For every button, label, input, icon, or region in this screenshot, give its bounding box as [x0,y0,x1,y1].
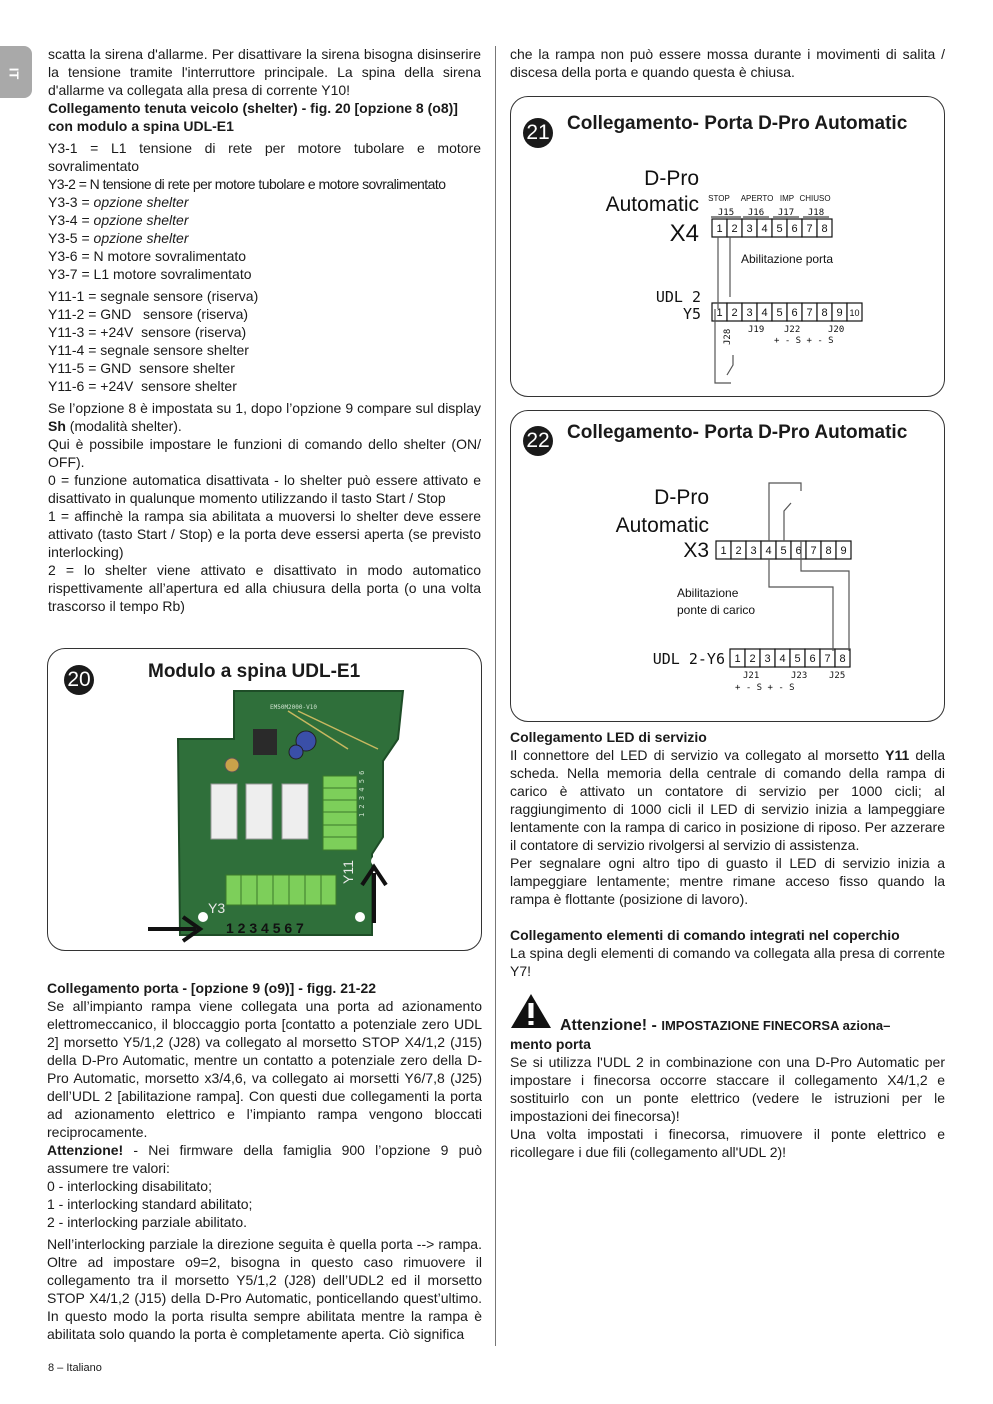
terminal-line: Y11-5 = GND sensore shelter [48,360,235,376]
paragraph: Se l’opzione 8 è impostata su 1, dopo l’opzione 9 compare sul display Sh (modalità shelter). [48,400,481,434]
figure-number: 20 [64,665,94,695]
paragraph: Qui è possibile impostare le funzioni di comando dello shelter (ON/ OFF). [48,436,481,470]
terminal-number: 8 [839,653,846,665]
svg-text:1 2 3 4 5 6: 1 2 3 4 5 6 [358,770,366,817]
terminal-number: 6 [795,545,802,557]
terminal-number: 2 [731,307,738,319]
paragraph: Per segnalare ogni altro tipo di guasto il LED di servizio inizia a lampeggiare lentamente; mentre rimane acceso fisso quando la rampa è flottante (posizione di lavoro). [510,855,945,907]
svg-text:J18: J18 [807,208,825,218]
section-heading: Collegamento LED di servizio [510,729,707,745]
list-item: 2 - interlocking parziale abilitato. [47,1214,247,1230]
terminal-number: 7 [806,223,813,235]
terminal-line: Y11-6 = +24V sensore shelter [48,378,237,394]
wiring-diagram-21 [511,97,944,396]
svg-text:D-Pro: D-Pro [644,167,699,190]
svg-text:1 2 3 4 5 6 7: 1 2 3 4 5 6 7 [226,920,304,936]
terminal-number: 3 [764,653,771,665]
terminal-line: Y11-2 = GND sensore (riserva) [48,306,249,322]
paragraph: 2 = lo shelter viene attivato e disattivato in modo automatico rispettivamente all’apertura ed alla chiusura della porta (o una volta trascorso il tempo Rb) [48,562,481,614]
terminal-number: 5 [780,545,787,557]
terminal-number: 7 [810,545,817,557]
svg-text:IMP: IMP [779,194,795,203]
warning-heading-cont: mento porta [510,1036,591,1052]
paragraph: Attenzione! - Nei firmware della famiglia 900 l’opzione 9 può assumere tre valori: [47,1142,482,1176]
right-column-top [510,45,945,81]
left-column-lower [47,979,482,1343]
terminal-line: Y11-1 = segnale sensore (riserva) [48,288,259,304]
column-divider [495,46,496,1346]
section-heading: Collegamento tenuta veicolo (shelter) - fig. 20 [opzione 8 (o8)] con modulo a spina UDL-E1 [48,100,458,134]
svg-text:+ - S + - S: + - S + - S [735,683,795,693]
terminal-number: 5 [776,307,783,319]
svg-text:J21: J21 [743,671,760,681]
svg-text:J17: J17 [777,208,795,218]
svg-text:J16: J16 [747,208,765,218]
terminal-number: 8 [821,307,828,319]
svg-text:J15: J15 [717,208,735,218]
svg-text:APERTO: APERTO [740,194,774,203]
svg-text:CHIUSO: CHIUSO [799,194,831,203]
language-tab: IT [0,46,32,98]
svg-text:J28: J28 [723,328,733,345]
figure-number: 21 [523,118,553,148]
svg-text:Abilitazione: Abilitazione [677,586,739,600]
paragraph: 1 = affinchè la rampa sia abilitata a muoversi lo shelter deve essere attivato (tasto Start / Stop) e la porta deve essersi aperta (se previsto interlocking) [48,508,481,560]
terminal-number: 10 [849,308,860,318]
paragraph: 0 = funzione automatica disattivata - lo shelter può essere attivato e disattivato in qualunque momento utilizzando il tasto Start / Stop [48,472,481,506]
paragraph: Nell’interlocking parziale la direzione seguita è quella porta --> rampa. Oltre ad impostare o9=2, bisogna in questo caso rimuovere il collegamento tra il morsetto Y5/1,2 (J28) dell’UDL2 ed il morsetto STOP X4/1,2 (J15) della D-Pro Automatic, ponticellando quest’ultimo. In questo modo la porta risulta sempre abilitata mentre la rampa è abilitata solo quando la porta è completamente aperta. Ciò significa [47,1236,482,1342]
list-item: 0 - interlocking disabilitato; [47,1178,212,1194]
section-heading: Collegamento elementi di comando integrati nel coperchio [510,927,900,943]
paragraph: La spina degli elementi di comando va collegata alla presa di corrente Y7! [510,945,945,979]
svg-text:J23: J23 [791,671,808,681]
terminal-number: 5 [776,223,783,235]
svg-text:Y3: Y3 [208,900,226,916]
terminal-number: 4 [765,545,772,557]
terminal-line: Y3-4 = opzione shelter [48,212,189,228]
page-footer: 8 – Italiano [48,1362,102,1374]
svg-text:Automatic: Automatic [615,514,709,537]
pcb-illustration [48,649,481,950]
terminal-number: 9 [840,545,847,557]
paragraph: Il connettore del LED di servizio va collegato al morsetto Y11 della scheda. Nella memoria della centrale di comando della rampa di carico è attivato un contatore di servizio per 1000 cicli; al raggiungimento di 1000 cicli il LED di servizio inizia a lampeggiare lentamente con la rampa di carico in posizione di riposo. Per azzerare il contatore di servizio rivolgersi al servizio di assistenza. [510,747,945,853]
svg-text:ponte di carico: ponte di carico [677,603,756,617]
terminal-number: 1 [720,545,727,557]
terminal-number: 3 [746,223,753,235]
figure-title: Collegamento- Porta D-Pro Automatic [567,113,908,134]
terminal-number: 1 [716,223,723,235]
terminal-number: 7 [824,653,831,665]
terminal-number: 9 [836,307,843,319]
terminal-number: 3 [750,545,757,557]
terminal-number: 5 [794,653,801,665]
terminal-number: 3 [746,307,753,319]
terminal-line: Y11-4 = segnale sensore shelter [48,342,249,358]
wiring-diagram-22 [511,411,944,721]
figure-22 [510,410,945,722]
figure-21 [510,96,945,397]
terminal-line: Y11-3 = +24V sensore (riserva) [48,324,247,340]
svg-text:D-Pro: D-Pro [654,486,709,509]
figure-title: Modulo a spina UDL-E1 [148,661,361,682]
terminal-number: 8 [825,545,832,557]
terminal-line: Y3-6 = N motore sovralimentato [48,248,247,264]
svg-text:Y5: Y5 [682,305,701,323]
warning-section [510,1016,945,1161]
figure-number: 22 [523,426,553,456]
terminal-number: 2 [731,223,738,235]
paragraph: Se si utilizza l'UDL 2 in combinazione con una D-Pro Automatic per impostare i finecorsa occorre staccare il collegamento X4/1,2 e sostituirlo con un ponte elettrico (vedere le istruzioni per le impostazioni dei finecorsa)! [510,1054,945,1124]
svg-text:X4: X4 [669,220,699,247]
terminal-line: Y3-7 = L1 motore sovralimentato [48,266,252,282]
paragraph: scatta la sirena d'allarme. Per disattivare la sirena bisogna disinserire la tensione tramite l'interruttore principale. La spina della sirena d'allarme va collegata alla presa di corrente Y10! [48,46,481,98]
svg-text:UDL 2: UDL 2 [655,288,701,306]
svg-text:Automatic: Automatic [605,193,699,216]
section-heading: Collegamento porta - [opzione 9 (o9)] - figg. 21-22 [47,980,377,996]
terminal-number: 6 [809,653,816,665]
svg-text:J20: J20 [828,325,845,335]
svg-text:Y11: Y11 [340,860,356,884]
terminal-number: 4 [761,307,768,319]
svg-text:X3: X3 [683,539,709,562]
paragraph: Se all’impianto rampa viene collegata una porta ad azionamento elettromeccanico, il bloccaggio porta [contatto a potenziale zero UDL 2] morsetto Y5/1,2 (J28) va collegato al morsetto STOP X4/1,2 (J15) della D-Pro Automatic, mentre un contatto a potenziale zero della D-Pro Automatic, morsetto x3/4,6, va collegato ai morsetti Y6/7,8 (J25) dell’UDL 2 [abilitazione rampa]. Con questi due collegamenti la porta ad azionamento elettrico e l’impianto rampa vengono bloccati reciprocamente. [47,998,482,1140]
terminal-line: Y3-1 = L1 tensione di rete per motore tubolare e motore sovralimentato [48,140,481,174]
terminal-number: 7 [806,307,813,319]
figure-title: Collegamento- Porta D-Pro Automatic [567,422,908,443]
svg-text:+ - S + - S: + - S + - S [774,336,834,346]
warning-heading: Attenzione! - IMPOSTAZIONE FINECORSA aziona– [560,1017,891,1034]
terminal-line: Y3-3 = opzione shelter [48,194,189,210]
terminal-number: 1 [734,653,741,665]
terminal-line: Y3-2 = N tensione di rete per motore tubolare e motore sovralimentato [48,176,446,192]
right-column-lower [510,728,945,980]
svg-text:J22: J22 [784,325,801,335]
svg-text:UDL 2-Y6: UDL 2-Y6 [652,650,725,668]
terminal-number: 2 [735,545,742,557]
list-item: 1 - interlocking standard abilitato; [47,1196,253,1212]
paragraph: che la rampa non può essere mossa durante i movimenti di salita / discesa della porta e quando questa è chiusa. [510,46,945,80]
terminal-number: 4 [761,223,768,235]
svg-text:Abilitazione porta: Abilitazione porta [741,252,834,266]
svg-text:EM50M2000-V10: EM50M2000-V10 [270,704,317,711]
terminal-number: 8 [821,223,828,235]
terminal-number: 2 [749,653,756,665]
terminal-number: 4 [779,653,786,665]
svg-text:J19: J19 [748,325,765,335]
terminal-number: 1 [716,307,723,319]
paragraph: Una volta impostati i finecorsa, rimuovere il ponte elettrico e ricollegare i due fili (collegamento all'UDL 2)! [510,1126,945,1160]
figure-20 [47,648,482,951]
left-column [48,45,481,615]
terminal-line: Y3-5 = opzione shelter [48,230,189,246]
terminal-number: 6 [791,223,798,235]
terminal-number: 6 [791,307,798,319]
svg-text:STOP: STOP [708,194,730,203]
svg-text:J25: J25 [829,671,846,681]
